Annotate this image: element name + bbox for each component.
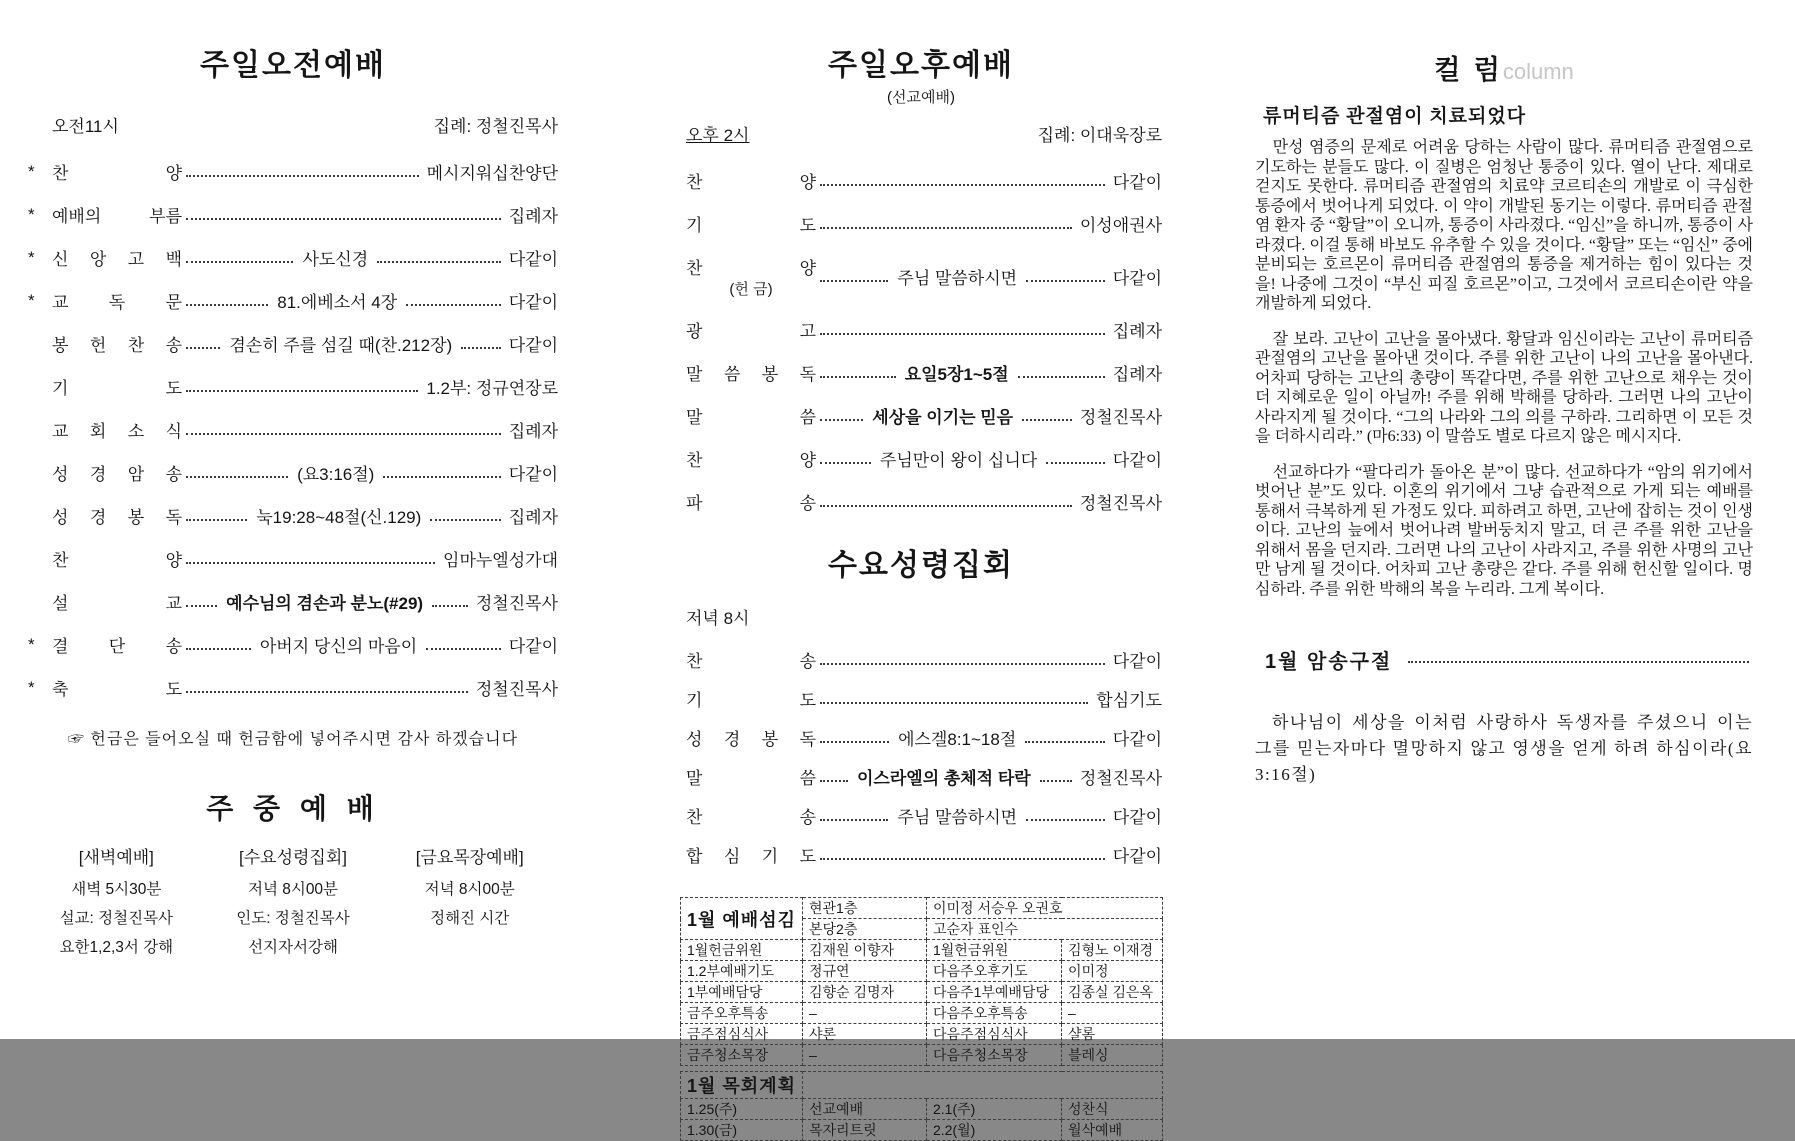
worship-item-label-text: 파 송: [686, 494, 816, 513]
table-cell: 1월헌금위원: [681, 940, 803, 961]
worship-row: [28, 159, 558, 184]
worship-item-person: 다같이: [1112, 730, 1162, 749]
wednesday-service: [205, 843, 382, 964]
serving-table-row: [681, 961, 1163, 982]
worship-item-label-text: 찬 양: [686, 259, 816, 278]
worship-item-person: 집례자: [1112, 322, 1162, 341]
table-cell: 1월헌금위원: [927, 940, 1062, 961]
memory-verse-header: [1255, 645, 1753, 674]
dotted-leader: [186, 691, 468, 693]
worship-item-person: 다같이: [508, 637, 558, 656]
worship-row: [686, 842, 1162, 867]
dotted-leader: [426, 648, 501, 650]
memory-verse-text: 하나님이 세상을 이처럼 사랑하사 독생자를 주셨으니 이는 그를 믿는자마다 멸망하지 않고 영생을 얻게 하려 하심이라(요3:16절): [1255, 713, 1753, 784]
worship-item-label-text: 말 씀: [686, 408, 816, 427]
dotted-leader: [1040, 780, 1072, 782]
worship-item-person: 집례자: [1112, 365, 1162, 384]
dotted-leader: [820, 741, 889, 743]
worship-item-label: [686, 803, 816, 828]
dotted-leader: [186, 476, 288, 478]
worship-item-person: 정철진목사: [475, 594, 558, 613]
worship-item-label: [686, 647, 816, 672]
worship-item-content: 에스겔8:1~18절: [898, 730, 1017, 749]
worship-item-content: 사도신경: [302, 250, 369, 269]
service-line: 저녁 8시00분: [247, 881, 339, 898]
plan-table-row: [681, 1120, 1163, 1141]
worship-row: [686, 686, 1162, 711]
table-row: [681, 898, 1163, 919]
worship-item-content: 눅19:28~48절(신.129): [256, 508, 422, 527]
worship-item-label: [686, 211, 816, 236]
worship-row: [686, 360, 1162, 385]
worship-item-label-text: 성 경 봉 독: [52, 508, 182, 527]
worship-item-person: 다같이: [508, 465, 558, 484]
table-cell: 김종실 김은옥: [1062, 982, 1163, 1003]
dotted-leader: [186, 304, 268, 306]
table-cell: 선교예배: [803, 1099, 927, 1120]
worship-item-content: 이스라엘의 총체적 타락: [857, 769, 1031, 788]
worship-item-person: 임마누엘성가대: [443, 551, 558, 570]
worship-item-content: 주님 말씀하시면: [897, 808, 1018, 827]
worship-item-label-text: 교 회 소 식: [52, 422, 182, 441]
dotted-leader: [186, 390, 418, 392]
worship-item-content: 요일5장1~5절: [904, 365, 1009, 384]
worship-item-label-text: 축 도: [52, 680, 182, 699]
worship-item-label-sub: (헌 금): [729, 281, 773, 298]
service-line: 요한1,2,3서 강해: [59, 939, 174, 956]
worship-item-label-text: 신 앙 고 백: [52, 250, 182, 269]
worship-item-person: 메시지워십찬양단: [426, 164, 558, 183]
table-cell: 다음주1부예배담당: [927, 982, 1062, 1003]
table-cell: 1.25(주): [681, 1099, 803, 1120]
worship-item-label-text: 찬 송: [686, 652, 816, 671]
worship-item-label-text: 기 도: [686, 691, 816, 710]
worship-row: [28, 460, 558, 485]
worship-item-person: 정철진목사: [1079, 408, 1162, 427]
worship-item-label-text: 성 경 봉 독: [686, 730, 816, 749]
table-cell: 다음주점심식사: [927, 1024, 1062, 1045]
worship-item-label: [686, 254, 816, 299]
afternoon-worship-title: 주일오후예배: [828, 49, 1014, 82]
worship-item-content: (요3:16절): [297, 465, 375, 484]
table-cell: 다음주청소목장: [927, 1045, 1062, 1066]
midweek-section: [28, 787, 558, 964]
dotted-leader: [383, 476, 500, 478]
dotted-leader: [1026, 819, 1105, 821]
dotted-leader: [1022, 419, 1072, 421]
worship-row: [686, 803, 1162, 828]
worship-item-label-text: 찬 양: [686, 173, 816, 192]
worship-item-label-text: 말 씀: [686, 769, 816, 788]
midweek-columns: [28, 843, 558, 964]
worship-row: [28, 374, 558, 399]
worship-item-person: 정철진목사: [475, 680, 558, 699]
dotted-leader: [820, 184, 1105, 186]
morning-worship-title: 주일오전예배: [200, 49, 386, 82]
dotted-leader: [820, 462, 871, 464]
dotted-leader: [820, 227, 1072, 229]
star-marker: *: [28, 204, 35, 224]
table-cell: 금주점심식사: [681, 1024, 803, 1045]
offering-note: ☞ 헌금은 들어오실 때 헌금함에 넣어주시면 감사 하겠습니다: [67, 731, 519, 748]
table-cell: 다음주오후특송: [927, 1003, 1062, 1024]
table-cell: 성찬식: [1062, 1099, 1163, 1120]
worship-item-label: [52, 288, 182, 313]
dotted-leader: [820, 280, 888, 282]
worship-item-content: 주님만이 왕이 십니다: [879, 451, 1038, 470]
worship-item-label: [52, 202, 182, 227]
serving-table-row: [681, 940, 1163, 961]
table-cell: 금주청소목장: [681, 1045, 803, 1066]
table-cell: –: [1062, 1003, 1163, 1024]
service-name: [수요성령집회]: [239, 848, 347, 867]
dotted-leader: [820, 333, 1105, 335]
column-title-english: column: [1502, 59, 1574, 84]
worship-item-label: [52, 589, 182, 614]
worship-row: [28, 417, 558, 442]
worship-item-label-text: 결 단 송: [52, 637, 182, 656]
afternoon-worship-list: [680, 168, 1162, 514]
worship-item-label-text: 기 도: [52, 379, 182, 398]
dotted-leader: [1026, 280, 1105, 282]
worship-item-label-text: 성 경 암 송: [52, 465, 182, 484]
table-row: [681, 1072, 1163, 1099]
dotted-leader: [1046, 462, 1105, 464]
worship-row: [686, 168, 1162, 193]
worship-item-label: [52, 632, 182, 657]
worship-item-label: [686, 764, 816, 789]
morning-time: 오전11시: [52, 117, 119, 136]
worship-item-label: [52, 245, 182, 270]
plan-table: [680, 1071, 1163, 1141]
table-cell: 1.30(금): [681, 1120, 803, 1141]
worship-row: [686, 489, 1162, 514]
worship-item-content: 세상을 이기는 믿음: [872, 408, 1014, 427]
worship-item-label-text: 합 심 기 도: [686, 847, 816, 866]
dotted-leader: [186, 605, 217, 607]
wednesday-time: 저녁 8시: [686, 609, 750, 628]
dotted-leader: [186, 433, 501, 435]
worship-item-label: [686, 842, 816, 867]
serving-table-row: [681, 1003, 1163, 1024]
worship-item-content: 예수님의 겸손과 분노(#29): [226, 594, 424, 613]
worship-item-person: 정철진목사: [1079, 494, 1162, 513]
worship-item-label: [52, 159, 182, 184]
service-line: 정해진 시간: [430, 910, 510, 927]
worship-row: [28, 589, 558, 614]
worship-item-label: [52, 331, 182, 356]
column-paragraph: 잘 보라. 고난이 고난을 몰아냈다. 황달과 임신이라는 고난이 류머티즘 관절염의 고난을 몰아낸 것이다. 주를 위한 고난이 나의 고난을 몰아낸다. 어차피 당하는 고난의 총량이 똑같다면, 주를 위한 고난으로 채우는 것이 더 지혜로운 일이 아닐까! 주를 위해 박해를 당하라. 그러면 나의 고난이 사라지게 될 것이다. “그의 나라와 그의 의를 구하라. 그리하면 이 모든 것을 더하시리라.” (마6:33) 이 말씀도 별로 다르지 않은 메시지다.: [1255, 330, 1753, 445]
worship-item-label: [686, 725, 816, 750]
memory-verse-title: 1월 암송구절: [1265, 651, 1393, 673]
worship-item-label-text: 광 고: [686, 322, 816, 341]
table-cell: 1.2부예배기도: [681, 961, 803, 982]
serving-table: [680, 897, 1163, 1066]
worship-row: [28, 632, 558, 657]
serving-table-row: [681, 982, 1163, 1003]
table-cell: 월삭예배: [1062, 1120, 1163, 1141]
plan-table-title: 1월 목회계획: [681, 1072, 803, 1099]
worship-item-person: 다같이: [508, 293, 558, 312]
morning-time-row: [28, 112, 558, 137]
worship-item-label-text: 설 교: [52, 594, 182, 613]
worship-item-content: 81.에베소서 4장: [277, 293, 398, 312]
wednesday-worship-list: [680, 647, 1162, 867]
star-marker: *: [28, 677, 35, 697]
column-paragraph: 선교하다가 “팔다리가 돌아온 분”이 많다. 선교하다가 “암의 위기에서 벗어난 분”도 있다. 이혼의 위기에서 그냥 습관적으로 가게 되는 예배를 통해서 극복하게 된 가정도 있다. 피하려고 하면, 고난에 잡히는 것이 인생이다. 고난의 늪에서 벗어나려 발버둥치지 말고, 더 큰 주를 위한 고난을 위해서 몸을 던지라. 그러면 나의 고난이 사라지고, 주를 위한 사명의 고난만 남게 될 것이다. 어차피 고난 총량은 같다. 주를 위해 헌신할 일이다. 명심하라. 주를 위한 박해의 복을 누리라. 그게 복이다.: [1255, 463, 1753, 598]
service-name: [금요목장예배]: [415, 848, 524, 867]
table-cell: 2.1(주): [927, 1099, 1062, 1120]
worship-row: [28, 546, 558, 571]
morning-worship-list: [28, 159, 558, 700]
table-cell: 고순자 표인수: [927, 919, 1163, 940]
worship-item-label-text: 찬 송: [686, 808, 816, 827]
worship-item-label: [686, 317, 816, 342]
column-paragraph: 만성 염증의 문제로 어려움 당하는 사람이 많다. 류머티즘 관절염으로 기도하는 분들도 많다. 이 질병은 엄청난 통증이 있다. 열이 난다. 제대로 걷지도 못한다. 류머티즘 관절염의 치료약 코르티손의 개발로 이 극심한 통증에서 벗어나게 되었다. 이 약이 개발된 동기는 이렇다. 류머티즘 관절염 환자 중 “황달”이 오니까, 통증이 사라졌다. “임신”을 하니까, 통증이 사라졌다. 이걸 통해 바보도 유추할 수 있을 것이다. “황달” 또는 “임신” 중에 분비되는 호르몬이 류머티즘 관절염의 통증을 제거하는 힘이 있다는 것을! 나중에 그것이 “부신 피질 호르몬”이고, 그것에서 코르티손이란 약을 개발하게 되었다.: [1255, 139, 1753, 312]
dawn-service: [28, 843, 205, 964]
worship-item-label: [52, 675, 182, 700]
worship-row: [686, 647, 1162, 672]
worship-item-label-text: 찬 양: [686, 451, 816, 470]
worship-item-person: 다같이: [1112, 652, 1162, 671]
worship-row: [28, 331, 558, 356]
table-cell: 현관1층: [803, 898, 927, 919]
worship-row: [686, 254, 1162, 299]
worship-item-person: 합심기도: [1096, 691, 1162, 710]
dotted-leader: [820, 419, 863, 421]
service-line: 설교: 정철진목사: [59, 910, 174, 927]
column-title-korean: 컬 럼: [1434, 55, 1503, 85]
morning-officiant: 집례: 정철진목사: [433, 117, 558, 136]
table-cell: 이미정: [1062, 961, 1163, 982]
table-cell: 금주오후특송: [681, 1003, 803, 1024]
dotted-leader: [186, 562, 435, 564]
worship-row: [686, 764, 1162, 789]
worship-row: [686, 211, 1162, 236]
star-marker: *: [28, 247, 35, 267]
table-cell: 이미정 서승우 오권호: [927, 898, 1163, 919]
worship-item-label: [686, 403, 816, 428]
friday-service: [381, 843, 558, 964]
table-cell: 정규연: [803, 961, 927, 982]
table-cell: 김재원 이향자: [803, 940, 927, 961]
plan-table-row: [681, 1099, 1163, 1120]
table-cell: 1부예배담당: [681, 982, 803, 1003]
table-cell: 목자리트릿: [803, 1120, 927, 1141]
worship-item-content: 겸손히 주를 섬길 때(찬.212장): [229, 336, 453, 355]
worship-item-label: [52, 503, 182, 528]
worship-item-content: 주님 말씀하시면: [897, 269, 1018, 288]
afternoon-worship-section: [680, 40, 1162, 1141]
worship-item-person: 집례자: [508, 508, 558, 527]
dotted-leader: [186, 175, 419, 177]
worship-row: [686, 725, 1162, 750]
service-line: 저녁 8시00분: [424, 881, 515, 898]
worship-row: [28, 288, 558, 313]
worship-item-person: 이성애권사: [1079, 216, 1162, 235]
worship-item-label: [52, 546, 182, 571]
table-cell: 블레싱: [1062, 1045, 1163, 1066]
morning-worship-section: [28, 40, 558, 964]
worship-item-person: 다같이: [1112, 847, 1162, 866]
worship-item-label-text: 찬 양: [52, 164, 182, 183]
service-line: 새벽 5시30분: [71, 881, 162, 898]
dotted-leader: [430, 519, 500, 521]
dotted-leader: [1025, 741, 1104, 743]
service-line: [381, 935, 558, 953]
worship-item-person: 정철진목사: [1079, 769, 1162, 788]
worship-row: [28, 675, 558, 700]
serving-table-row: [681, 1024, 1163, 1045]
wednesday-meeting-title: 수요성령집회: [828, 549, 1014, 582]
dotted-leader: [461, 347, 501, 349]
column-heading: 류머티즘 관절염이 치료되었다: [1263, 106, 1527, 127]
worship-item-person: 1.2부: 정규연장로: [426, 379, 558, 398]
worship-item-person: 다같이: [508, 336, 558, 355]
table-cell: 김향순 김명자: [803, 982, 927, 1003]
table-cell: 다음주오후기도: [927, 961, 1062, 982]
afternoon-time: 오후 2시: [686, 126, 750, 145]
worship-item-label-text: 찬 양: [52, 551, 182, 570]
service-name: [새벽예배]: [78, 848, 154, 867]
worship-row: [686, 317, 1162, 342]
worship-item-label-text: 교 독 문: [52, 293, 182, 312]
dotted-leader: [820, 780, 848, 782]
column-essay-section: [1255, 34, 1753, 788]
dotted-leader: [820, 819, 888, 821]
worship-item-person: 다같이: [1112, 269, 1162, 288]
dotted-leader: [186, 519, 247, 521]
dotted-leader: [820, 376, 896, 378]
worship-item-label: [686, 446, 816, 471]
serving-table-title: 1월 예배섬김: [681, 898, 803, 940]
table-cell: 샤론: [803, 1024, 927, 1045]
worship-item-label-text: 말 씀 봉 독: [686, 365, 816, 384]
dotted-leader: [820, 663, 1105, 665]
worship-item-label: [686, 360, 816, 385]
worship-item-label: [686, 168, 816, 193]
table-cell: 2.2(월): [927, 1120, 1062, 1141]
worship-row: [686, 403, 1162, 428]
column-paragraphs: [1255, 138, 1753, 599]
star-marker: *: [28, 161, 35, 181]
dotted-leader: [186, 218, 501, 220]
worship-item-person: 집례자: [508, 422, 558, 441]
worship-row: [28, 202, 558, 227]
worship-item-label: [52, 460, 182, 485]
worship-item-person: 다같이: [1112, 808, 1162, 827]
midweek-title: 주 중 예 배: [206, 793, 380, 824]
service-line: 인도: 정철진목사: [236, 910, 350, 927]
worship-item-person: 다같이: [508, 250, 558, 269]
dotted-leader: [186, 261, 293, 263]
dotted-leader: [186, 347, 220, 349]
wednesday-time-row: [680, 604, 1162, 629]
table-cell: 김형노 이재경: [1062, 940, 1163, 961]
table-cell: 본당2층: [803, 919, 927, 940]
dotted-leader: [377, 261, 501, 263]
worship-row: [28, 245, 558, 270]
dotted-leader: [406, 304, 501, 306]
table-cell: [803, 1072, 1163, 1099]
star-marker: *: [28, 634, 35, 654]
dotted-leader: [432, 605, 468, 607]
worship-item-label-text: 봉 헌 찬 송: [52, 336, 182, 355]
table-cell: 샬롬: [1062, 1024, 1163, 1045]
worship-item-label: [686, 686, 816, 711]
dotted-leader: [1018, 376, 1105, 378]
column-title: [1255, 48, 1753, 87]
worship-item-label: [52, 374, 182, 399]
serving-table-row: [681, 1045, 1163, 1066]
afternoon-officiant: 집례: 이대욱장로: [1037, 126, 1162, 145]
afternoon-time-row: [680, 121, 1162, 146]
worship-row: [686, 446, 1162, 471]
table-cell: –: [803, 1045, 927, 1066]
dotted-leader: [186, 648, 251, 650]
worship-item-person: 다같이: [1112, 173, 1162, 192]
service-line: 선지자서강해: [248, 939, 338, 956]
worship-row: [28, 503, 558, 528]
worship-item-label-text: 예배의 부름: [52, 207, 182, 226]
dotted-leader: [820, 505, 1072, 507]
table-cell: –: [803, 1003, 927, 1024]
worship-item-label: [52, 417, 182, 442]
dotted-leader: [820, 702, 1088, 704]
worship-item-person: 집례자: [508, 207, 558, 226]
worship-item-label: [686, 489, 816, 514]
star-marker: *: [28, 290, 35, 310]
afternoon-subtitle: (선교예배): [887, 89, 955, 106]
dotted-leader: [820, 858, 1105, 860]
worship-item-person: 다같이: [1112, 451, 1162, 470]
worship-item-content: 아버지 당신의 마음이: [259, 637, 418, 656]
worship-item-label-text: 기 도: [686, 216, 816, 235]
dotted-leader: [1408, 661, 1749, 663]
